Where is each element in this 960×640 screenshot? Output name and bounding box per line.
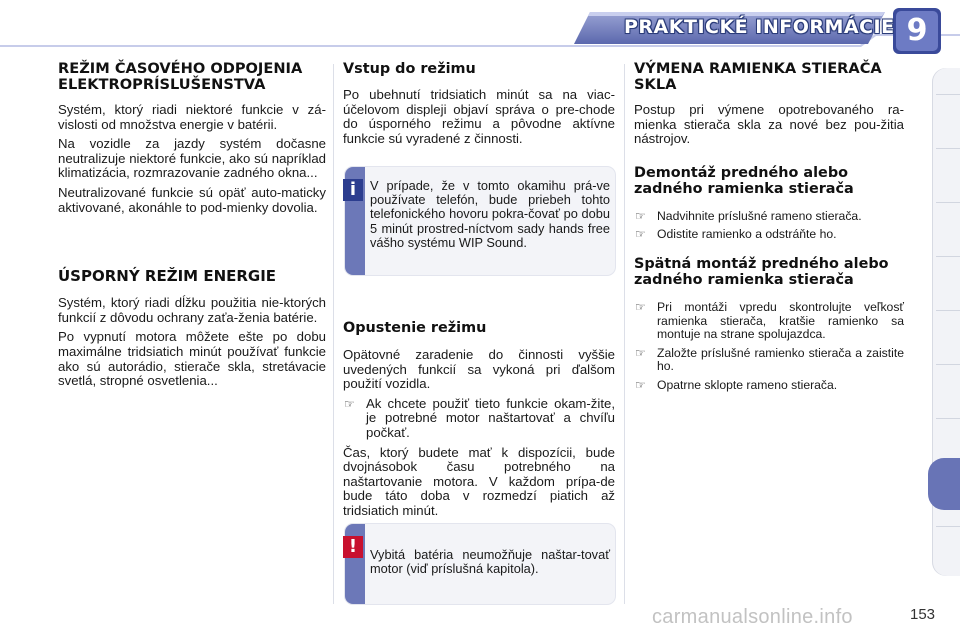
- paragraph: Systém, ktorý riadi niektoré funkcie v zá-vislosti od množstva energie v batérii.: [58, 102, 326, 132]
- column-right: [634, 61, 904, 398]
- paragraph: Neutralizované funkcie sú opäť auto-maticky aktivované, akonáhle to pod-mienky dovolia.: [58, 184, 326, 215]
- pointing-hand-icon: ☞: [635, 377, 646, 392]
- pointing-hand-icon: ☞: [635, 227, 646, 242]
- warning-icon: !: [343, 536, 363, 558]
- pointing-hand-icon: ☞: [635, 299, 646, 314]
- heading-wiper-refit: Spätná montáž predného alebo zadného ramienka stierača: [634, 255, 889, 288]
- pointing-hand-icon: ☞: [635, 208, 646, 223]
- column-divider: [333, 64, 334, 604]
- column-divider: [624, 64, 625, 604]
- pointing-hand-icon: ☞: [344, 396, 355, 411]
- paragraph: Opätovné zaradenie do činnosti vyššie uvedených funkcií sa vykoná pri ďalšom použití vozidla.: [343, 347, 615, 392]
- info-icon: i: [343, 179, 363, 201]
- heading-wiper-removal: Demontáž predného alebo zadného ramienka stierača: [634, 164, 854, 197]
- paragraph: Systém, ktorý riadi dĺžku použitia nie-ktorých funkcií z dôvodu ochrany zaťa-ženia batérie.: [58, 295, 326, 325]
- heading-energy-economy: ÚSPORNÝ REŽIM ENERGIE: [58, 267, 277, 286]
- paragraph: Čas, ktorý budete mať k dispozícii, bude dvojnásobok času potrebného na naštartovanie motora. V každom prípa-de bude táto doba v rozmedzí piatich až tridsiatich minút.: [343, 444, 615, 518]
- heading-wiper-replacement: VÝMENA RAMIENKA STIERAČA SKLA: [634, 60, 882, 93]
- heading-exit: Opustenie režimu: [343, 320, 487, 336]
- list-item: ☞ Ak chcete použiť tieto funkcie okam-žite, je potrebné motor naštartovať a chvíľu počkať.: [344, 395, 615, 440]
- watermark: carmanualsonline.info: [652, 606, 853, 628]
- section-title: PRAKTICKÉ INFORMÁCIE: [624, 16, 895, 38]
- pointing-hand-icon: ☞: [635, 345, 646, 360]
- list-item: ☞ Založte príslušné ramienko stierača a zaistite ho.: [635, 345, 904, 374]
- paragraph: Postup pri výmene opotrebovaného ra-mienka stierača skla za nové bez pou-žitia nástrojov.: [634, 102, 904, 147]
- page-number: 153: [910, 606, 936, 623]
- heading-sleep-mode: REŽIM ČASOVÉHO ODPOJENIA ELEKTROPRÍSLUŠENSTVA: [58, 60, 303, 93]
- column-left: [58, 61, 326, 394]
- column-middle: [343, 61, 615, 151]
- list-item: ☞ Pri montáži vpredu skontrolujte veľkosť ramienka stierača, kratšie ramienko sa montuje na strane spolujazdca.: [635, 299, 904, 342]
- list-item: ☞ Odistite ramienko a odstráňte ho.: [635, 227, 837, 242]
- chapter-number: 9: [906, 13, 928, 48]
- list-item: ☞ Nadvihnite príslušné rameno stierača.: [635, 208, 862, 223]
- info-note-text: V prípade, že v tomto okamihu prá-ve používate telefón, bude priebeh tohto telefonického hovoru pokra-čovať po dobu 5 minút prostred-níctvom sady hands free vášho systému WIP Sound.: [370, 178, 610, 250]
- chapter-tab-active: [928, 458, 960, 510]
- heading-entry: Vstup do režimu: [343, 61, 476, 77]
- warning-note-text: Vybitá batéria neumožňuje naštar-tovať motor (viď príslušná kapitola).: [370, 547, 610, 577]
- list-item: ☞ Opatrne sklopte rameno stierača.: [635, 377, 838, 392]
- paragraph: Po vypnutí motora môžete ešte po dobu maximálne tridsiatich minút používať funkcie ako sú autorádio, stierače skla, stretávacie svetlá, stropné osvetlenia...: [58, 329, 326, 389]
- column-middle-lower: [343, 320, 615, 524]
- paragraph: Na vozidle za jazdy systém dočasne neutralizuje niektoré funkcie, ako sú napríklad klimatizácia, rozmrazovanie zadného okna...: [58, 136, 326, 181]
- paragraph: Po ubehnutí tridsiatich minút sa na viac-účelovom displeji objaví správa o pre-chode do úsporného režimu a pôvodne aktívne funkcie sú vyradené z činnosti.: [343, 87, 615, 146]
